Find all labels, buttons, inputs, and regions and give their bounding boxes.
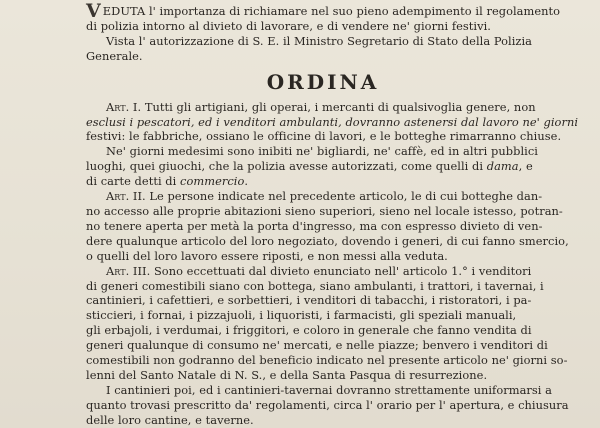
article-line: no accesso alle proprie abitazioni sieno superiori, sieno nel locale istesso, potran- xyxy=(86,203,563,218)
intro-paragraph xyxy=(86,0,561,34)
intro-line: EDUTA l' importanza di richiamare nel suo pieno adempimento il regolamento xyxy=(102,4,561,18)
intro-line: di polizia intorno al divieto di lavorare, e di vendere ne' giorni festivi. xyxy=(86,18,491,33)
drop-cap: V xyxy=(86,0,101,22)
ordinance-text xyxy=(86,0,579,428)
vista-paragraph xyxy=(86,34,560,64)
article-line: generi qualunque di consumo ne' mercati, e nelle piazze; benvero i venditori di xyxy=(86,338,548,353)
ordina-heading: ORDINA xyxy=(266,69,380,94)
article-line: di generi comestibili siano con bottega, siano ambulanti, i trattori, i tavernai, i xyxy=(86,278,544,293)
article-line: Sono eccettuati dal divieto enunciato nell' articolo 1.° i venditori xyxy=(153,263,532,278)
article-2 xyxy=(86,189,569,264)
article-line: di carte detti di commercio. xyxy=(86,174,249,189)
article-3-paragraph-2 xyxy=(86,382,569,428)
article-line: lenni del Santo Natale di N. S., e della Santa Pasqua di resurrezione. xyxy=(86,367,488,382)
article-line: no tenere aperta per metà la porta d'ingresso, ma con espresso divieto di ven- xyxy=(86,218,543,233)
article-3 xyxy=(86,263,568,383)
article-label: Art. II. xyxy=(106,189,146,204)
article-1 xyxy=(86,99,579,145)
article-1-paragraph-2 xyxy=(86,144,560,189)
vista-line: Generale. xyxy=(86,48,143,63)
article-line: festivi: le fabbriche, ossiano le officine di lavori, e le botteghe rimarranno chiuse. xyxy=(86,129,562,144)
article-line: Le persone indicate nel precedente articolo, le di cui botteghe dan- xyxy=(149,189,543,204)
article-line: cantinieri, i cafettieri, e sorbettieri, i venditori di tabacchi, i ristoratori, i pa- xyxy=(86,293,532,308)
article-line: I cantinieri poi, ed i cantinieri-tavernai dovranno strettamente uniformarsi a xyxy=(106,382,553,397)
article-line: esclusi i pescatori, ed i venditori ambulanti, dovranno astenersi dal lavoro ne' giorni xyxy=(86,114,579,129)
article-line: o quelli del loro lavoro essere riposti, e non messi alla veduta. xyxy=(86,248,448,263)
article-line: comestibili non godranno del beneficio indicato nel presente articolo ne' giorni so- xyxy=(86,353,568,368)
article-line: Ne' giorni medesimi sono inibiti ne' bigliardi, ne' caffè, ed in altri pubblici xyxy=(106,144,538,159)
article-label: Art. III. xyxy=(106,263,151,278)
article-line: sticcieri, i fornai, i pizzajuoli, i liquoristi, i farmacisti, gli speziali manuali, xyxy=(86,308,517,323)
article-line: gli erbajoli, i verdumai, i friggitori, e coloro in generale che fanno vendita di xyxy=(86,323,532,338)
article-label: Art. I. xyxy=(106,99,142,114)
article-line: quanto trovasi prescritto da' regolamenti, circa l' orario per l' apertura, e chiusura xyxy=(86,397,569,412)
article-line: delle loro cantine, e taverne. xyxy=(86,412,254,427)
article-line: dere qualunque articolo del loro negoziato, dovendo i generi, di cui fanno smercio, xyxy=(86,233,569,248)
vista-line: Vista l' autorizzazione di S. E. il Ministro Segretario di Stato della Polizia xyxy=(106,33,532,48)
article-line: luoghi, quei giuochi, che la polizia avesse autorizzati, come quelli di dama, e xyxy=(86,159,533,174)
article-line: Tutti gli artigiani, gli operai, i mercanti di qualsivoglia genere, non xyxy=(144,99,536,114)
